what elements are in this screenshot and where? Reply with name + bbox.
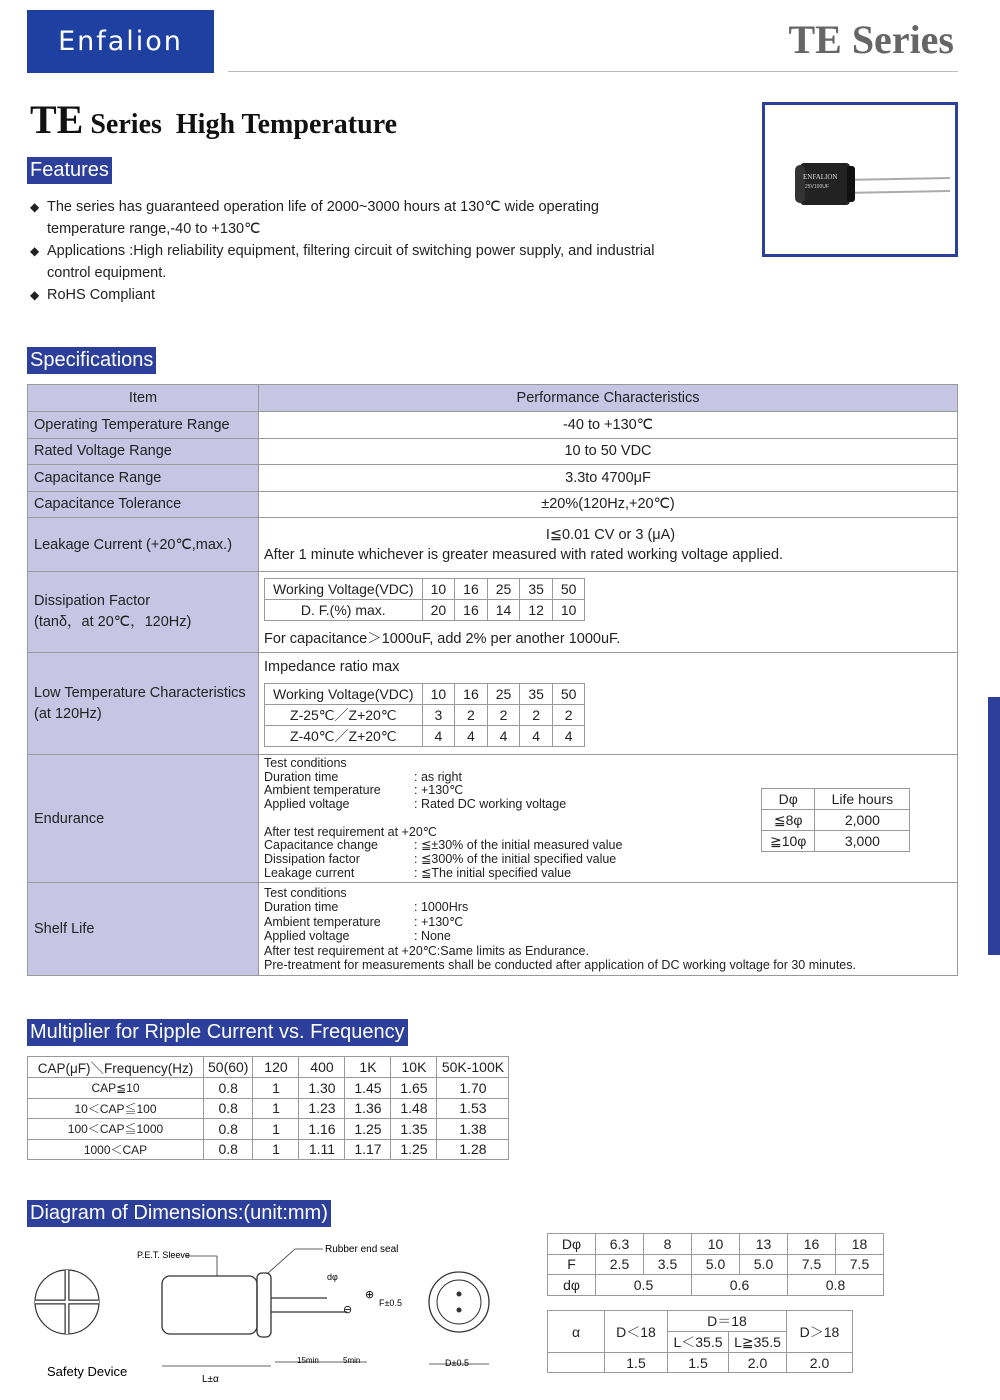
spec-row [28, 653, 958, 755]
spec-label: Operating Temperature Range [28, 412, 259, 439]
minus-mark: ⊖ [343, 1303, 353, 1316]
life-cell: ≧10φ [762, 831, 815, 852]
spec-row [28, 755, 958, 883]
lowtemp-label-cond: (at 120Hz) [34, 705, 102, 722]
lowtemp-cell: Z-25℃／Z+20℃ [265, 704, 423, 725]
spec-label: Capacitance Range [28, 465, 259, 492]
ripple-cell: 1.23 [299, 1098, 345, 1119]
lowtemp-cell: 35 [520, 683, 553, 704]
brand-logo: Enfalion [27, 10, 214, 73]
min5-label: 5min [343, 1356, 361, 1365]
rubber-seal [257, 1273, 271, 1337]
ripple-cell: 1 [253, 1098, 299, 1119]
title-prefix: TE [30, 97, 84, 142]
df-row-value [265, 600, 585, 621]
ripple-cell: 0.8 [204, 1139, 253, 1160]
ripple-cell: 1.16 [299, 1119, 345, 1140]
rubber-leader [267, 1249, 323, 1274]
spec-label: Endurance [28, 755, 259, 883]
ripple-table [27, 1056, 509, 1160]
ripple-cell: 0.8 [204, 1119, 253, 1140]
kv-value: : ≦300% of the initial specified value [414, 851, 617, 866]
alpha-cell: 2.0 [787, 1353, 853, 1373]
end-view-inner [437, 1280, 481, 1324]
shelf-kv [264, 929, 952, 944]
end-lead-pos [457, 1292, 462, 1297]
dim-cell: 0.6 [692, 1275, 788, 1296]
kv-key: Duration time [264, 769, 339, 784]
photo-brand: ENFALION [803, 173, 838, 181]
shelf-kv [264, 915, 952, 930]
endurance-test: Test conditions [264, 756, 347, 770]
ripple-header-cell: 10K [391, 1057, 437, 1078]
min15-label: 15min [297, 1356, 319, 1365]
ripple-header-cell: 50(60) [204, 1057, 253, 1078]
lowtemp-row [265, 683, 585, 704]
df-cell: 12 [520, 600, 553, 621]
end-view-outline [429, 1272, 489, 1332]
ripple-cell: 1.25 [345, 1119, 391, 1140]
spec-row [28, 412, 958, 439]
ripple-cell: 1.65 [391, 1078, 437, 1099]
ripple-cell: 1 [253, 1078, 299, 1099]
features-heading: Features [27, 157, 112, 184]
alpha-cell: 1.5 [605, 1353, 668, 1373]
alpha-cell: D＜18 [605, 1311, 668, 1353]
life-row [762, 831, 910, 852]
spec-value: ±20%(120Hz,+20℃) [259, 491, 958, 518]
lowtemp-cell: 2 [520, 704, 553, 725]
dim-cell: 5.0 [692, 1254, 740, 1275]
spec-value: 3.3to 4700μF [259, 465, 958, 492]
df-label: Dissipation Factor [34, 593, 151, 609]
spec-row [28, 438, 958, 465]
dim-cell: F [548, 1254, 596, 1275]
header-divider [228, 71, 958, 72]
spec-label: Rated Voltage Range [28, 438, 259, 465]
dim-row-f [548, 1254, 884, 1275]
lowtemp-cell: 25 [487, 683, 520, 704]
dim-cell: 8 [644, 1234, 692, 1255]
alpha-row [548, 1311, 853, 1332]
lowtemp-cell: Z-40℃／Z+20℃ [265, 725, 423, 746]
spec-row [28, 491, 958, 518]
kv-value: : +130℃ [414, 914, 464, 929]
specifications-heading: Specifications [27, 347, 156, 374]
ripple-cell: 1.25 [391, 1139, 437, 1160]
diameter-label: D±0.5 [445, 1358, 469, 1368]
df-cell: 16 [455, 600, 488, 621]
spec-row [28, 572, 958, 653]
kv-value: : 1000Hrs [414, 900, 469, 915]
safety-device-label: Safety Device [47, 1364, 128, 1379]
spec-label: Capacitance Tolerance [28, 491, 259, 518]
lowtemp-cell: 4 [422, 725, 455, 746]
lowtemp-row [265, 725, 585, 746]
alpha-cell: L＜35.5 [668, 1332, 729, 1353]
alpha-cell: D＞18 [787, 1311, 853, 1353]
ripple-cell: 1000＜CAP [28, 1139, 204, 1160]
ripple-cell: 10＜CAP≦100 [28, 1098, 204, 1119]
product-photo [762, 102, 958, 257]
ripple-cell: 1.48 [391, 1098, 437, 1119]
end-lead-neg [457, 1308, 462, 1313]
kv-value: : Rated DC working voltage [414, 797, 567, 812]
spec-value [259, 883, 958, 976]
dim-cell: 7.5 [836, 1254, 884, 1275]
side-tab-marker [988, 697, 1000, 955]
dimensions-heading: Diagram of Dimensions:(unit:mm) [27, 1200, 331, 1227]
dim-row-d [548, 1234, 884, 1255]
dimension-diagram [27, 1236, 527, 1386]
spec-label [28, 653, 259, 755]
df-cell: Working Voltage(VDC) [265, 579, 423, 600]
df-label-cond: (tanδ，at 20℃，120Hz) [34, 614, 192, 630]
alpha-cell [548, 1353, 605, 1373]
ripple-cell: 1.36 [345, 1098, 391, 1119]
spec-value [259, 653, 958, 755]
alpha-row [548, 1353, 853, 1373]
feature-item: ◆ Applications :High reliability equipment, filtering circuit of switching power supply, and industrial control equipment. [30, 240, 670, 284]
df-cell: 16 [455, 579, 488, 600]
spec-value [259, 755, 958, 883]
kv-key: Capacitance change [264, 838, 378, 853]
dim-cell: 2.5 [596, 1254, 644, 1275]
endurance-kv [264, 853, 952, 867]
lowtemp-cell: 2 [552, 704, 585, 725]
ripple-cell: 100＜CAP≦1000 [28, 1119, 204, 1140]
endurance-kv [264, 867, 952, 881]
lowtemp-cell: 4 [520, 725, 553, 746]
kv-value: : ≦±30% of the initial measured value [414, 838, 623, 853]
lowtemp-row [265, 704, 585, 725]
ripple-header-row [28, 1057, 509, 1078]
ripple-cell: 1.30 [299, 1078, 345, 1099]
spec-value [259, 572, 958, 653]
alpha-cell: 2.0 [729, 1353, 787, 1373]
spec-row [28, 518, 958, 572]
kv-value: : +130℃ [414, 783, 464, 798]
kv-value: : None [414, 929, 451, 944]
page-title [30, 96, 397, 143]
endurance-after: After test requirement at +20℃ [264, 824, 437, 839]
kv-value: : ≦The initial specified value [414, 865, 572, 880]
dim-cell: 5.0 [740, 1254, 788, 1275]
dim-cell: dφ [548, 1275, 596, 1296]
ripple-cell: 1.70 [437, 1078, 509, 1099]
dim-cell: 18 [836, 1234, 884, 1255]
alpha-table [547, 1310, 853, 1373]
shelf-kv [264, 900, 952, 915]
life-cell: Dφ [762, 789, 815, 810]
specifications-table [27, 384, 958, 976]
ripple-row [28, 1078, 509, 1099]
pet-sleeve-label: P.E.T. Sleeve [137, 1250, 190, 1260]
features-list [30, 196, 670, 306]
life-cell: 2,000 [815, 810, 910, 831]
ripple-cell: CAP≦10 [28, 1078, 204, 1099]
df-cell: 20 [422, 600, 455, 621]
ripple-cell: 1.28 [437, 1139, 509, 1160]
kv-key: Applied voltage [264, 929, 350, 944]
ripple-header-cell: 120 [253, 1057, 299, 1078]
ripple-row [28, 1098, 509, 1119]
ripple-cell: 1.53 [437, 1098, 509, 1119]
lowtemp-cell: 2 [455, 704, 488, 725]
capacitor-image [765, 105, 955, 254]
spec-value [259, 518, 958, 572]
lowtemp-cell: 4 [487, 725, 520, 746]
length-label: L±α [202, 1374, 219, 1385]
spec-row [28, 883, 958, 976]
ripple-cell: 0.8 [204, 1098, 253, 1119]
photo-rating: 25V100UF [805, 184, 829, 190]
kv-key: Applied voltage [264, 797, 350, 812]
spec-label [28, 572, 259, 653]
shelf-pre: Pre-treatment for measurements shall be conducted after application of DC working voltage for 30 minutes. [264, 958, 856, 973]
plus-mark: ⊕ [365, 1288, 375, 1301]
capacitor-body [162, 1276, 257, 1334]
lowtemp-table [264, 683, 585, 747]
df-cell: 10 [552, 600, 585, 621]
lowtemp-caption: Impedance ratio max [264, 658, 400, 675]
kv-key: Leakage current [264, 865, 355, 880]
endurance-kv [264, 771, 952, 785]
lowtemp-cell: 16 [455, 683, 488, 704]
pitch-label: F±0.5 [379, 1298, 402, 1308]
ripple-cell: 0.8 [204, 1078, 253, 1099]
ripple-cell: 1 [253, 1119, 299, 1140]
ripple-cell: 1.45 [345, 1078, 391, 1099]
leakage-note: After 1 minute whichever is greater measured with rated working voltage applied. [264, 546, 784, 563]
lowtemp-cell: Working Voltage(VDC) [265, 683, 423, 704]
shelf-after: After test requirement at +20℃:Same limits as Endurance. [264, 943, 589, 958]
lowtemp-label: Low Temperature Characteristics [34, 684, 246, 701]
lowtemp-cell: 4 [552, 725, 585, 746]
kv-key: Ambient temperature [264, 914, 381, 929]
spec-label: Leakage Current (+20℃,max.) [28, 518, 259, 572]
spec-value: 10 to 50 VDC [259, 438, 958, 465]
shelf-conditions [264, 886, 952, 973]
feature-item: ◆ The series has guaranteed operation life of 2000~3000 hours at 130℃ wide operating temperature range,-40 to +130℃ [30, 196, 670, 240]
feature-item: ◆ RoHS Compliant [30, 284, 670, 306]
kv-key: Ambient temperature [264, 783, 381, 798]
ripple-cell: 1.17 [345, 1139, 391, 1160]
dim-cell: 0.8 [788, 1275, 884, 1296]
df-cell: 50 [552, 579, 585, 600]
df-table [264, 578, 585, 621]
lowtemp-cell: 3 [422, 704, 455, 725]
ripple-header-cell: 1K [345, 1057, 391, 1078]
spec-label: Shelf Life [28, 883, 259, 976]
ripple-cell: 1.11 [299, 1139, 345, 1160]
alpha-cell: L≧35.5 [729, 1332, 787, 1353]
life-cell: Life hours [815, 789, 910, 810]
dim-cell: 6.3 [596, 1234, 644, 1255]
life-row [762, 789, 910, 810]
title-rest: Series High Temperature [83, 109, 398, 140]
lowtemp-cell: 50 [552, 683, 585, 704]
spec-row [28, 465, 958, 492]
df-cell: D. F.(%) max. [265, 600, 423, 621]
ripple-cell: 1 [253, 1139, 299, 1160]
series-heading: TE Series [788, 17, 954, 62]
rubber-seal-label: Rubber end seal [325, 1244, 399, 1255]
dim-cell: 16 [788, 1234, 836, 1255]
lead-dia-label: dφ [327, 1272, 338, 1282]
lowtemp-cell: 4 [455, 725, 488, 746]
lowtemp-cell: 2 [487, 704, 520, 725]
ripple-row [28, 1119, 509, 1140]
df-cell: 35 [520, 579, 553, 600]
dim-cell: 10 [692, 1234, 740, 1255]
ripple-header-cell: 50K-100K [437, 1057, 509, 1078]
spec-header-perf: Performance Characteristics [259, 385, 958, 412]
ripple-heading: Multiplier for Ripple Current vs. Frequency [27, 1019, 408, 1046]
dim-cell: Dφ [548, 1234, 596, 1255]
alpha-cell: 1.5 [668, 1353, 729, 1373]
df-cell: 25 [487, 579, 520, 600]
ripple-header-cell: 400 [299, 1057, 345, 1078]
dim-cell: 13 [740, 1234, 788, 1255]
life-cell: ≦8φ [762, 810, 815, 831]
life-hours-table [761, 788, 910, 852]
df-cell: 10 [422, 579, 455, 600]
dim-cell: 3.5 [644, 1254, 692, 1275]
kv-key: Dissipation factor [264, 851, 360, 866]
ripple-cell: 1.35 [391, 1119, 437, 1140]
alpha-cell: α [548, 1311, 605, 1353]
ripple-row [28, 1139, 509, 1160]
df-cell: 14 [487, 600, 520, 621]
spec-header-item: Item [28, 385, 259, 412]
dim-row-lead [548, 1275, 884, 1296]
shelf-test: Test conditions [264, 885, 347, 900]
alpha-cell: D＝18 [668, 1311, 787, 1332]
leakage-formula: I≦0.01 CV or 3 (μA) [545, 526, 676, 543]
kv-value: : as right [414, 769, 462, 784]
ripple-cell: 1.38 [437, 1119, 509, 1140]
ripple-header-cell: CAP(μF)＼Frequency(Hz) [28, 1057, 204, 1078]
dim-cell: 0.5 [596, 1275, 692, 1296]
kv-key: Duration time [264, 900, 339, 915]
lowtemp-cell: 10 [422, 683, 455, 704]
df-row-voltage [265, 579, 585, 600]
spec-value: -40 to +130℃ [259, 412, 958, 439]
dim-cell: 7.5 [788, 1254, 836, 1275]
spec-header-row [28, 385, 958, 412]
life-cell: 3,000 [815, 831, 910, 852]
df-note: For capacitance＞1000uF, add 2% per another 1000uF. [264, 631, 621, 647]
dimension-table [547, 1233, 884, 1296]
life-row [762, 810, 910, 831]
